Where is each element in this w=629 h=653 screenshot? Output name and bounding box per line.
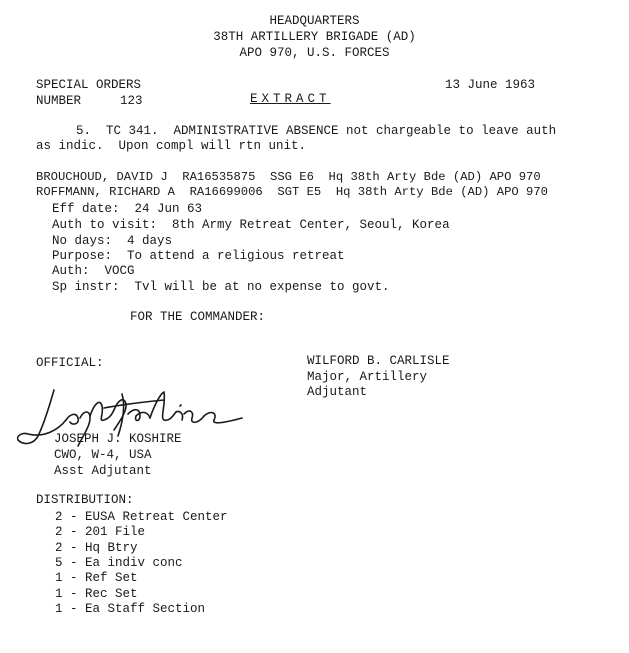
commander-rank: Major, Artillery (307, 370, 428, 384)
order-number: 123 (120, 94, 143, 108)
header-line-3: APO 970, U.S. FORCES (239, 46, 390, 60)
detail-sp-instr: Sp instr: Tvl will be at no expense to govt. (52, 280, 390, 294)
for-the-commander: FOR THE COMMANDER: (130, 310, 266, 324)
extract-heading: EXTRACT (250, 92, 331, 106)
paragraph-line-2: as indic. Upon compl will rtn unit. (36, 139, 307, 153)
detail-no-days: No days: 4 days (52, 234, 173, 248)
distribution-label: DISTRIBUTION: (36, 493, 134, 507)
commander-title: Adjutant (307, 385, 368, 399)
detail-purpose: Purpose: To attend a religious retreat (52, 249, 345, 263)
personnel-line-2: ROFFMANN, RICHARD A RA16699006 SGT E5 Hq 38th Arty Bde (AD) APO 970 (36, 185, 548, 199)
header-line-2: 38TH ARTILLERY BRIGADE (AD) (213, 30, 416, 44)
distribution-item: 2 - 201 File (55, 525, 146, 539)
official-label: OFFICIAL: (36, 356, 104, 370)
detail-eff-date: Eff date: 24 Jun 63 (52, 202, 203, 216)
special-orders-label: SPECIAL ORDERS (36, 78, 142, 92)
distribution-item: 1 - Ea Staff Section (55, 602, 206, 616)
official-rank: CWO, W-4, USA (54, 448, 152, 462)
distribution-item: 2 - Hq Btry (55, 541, 138, 555)
detail-auth: Auth: VOCG (52, 264, 135, 278)
header-line-1: HEADQUARTERS (269, 14, 360, 28)
distribution-item: 5 - Ea indiv conc (55, 556, 183, 570)
number-label: NUMBER (36, 94, 82, 108)
detail-auth-to-visit: Auth to visit: 8th Army Retreat Center, Seoul, Korea (52, 218, 450, 232)
distribution-item: 1 - Ref Set (55, 571, 138, 585)
commander-name: WILFORD B. CARLISLE (307, 354, 450, 368)
official-name: JOSEPH J. KOSHIRE (54, 432, 182, 446)
personnel-line-1: BROUCHOUD, DAVID J RA16535875 SSG E6 Hq 38th Arty Bde (AD) APO 970 (36, 170, 541, 184)
distribution-item: 1 - Rec Set (55, 587, 138, 601)
paragraph-line-1: 5. TC 341. ADMINISTRATIVE ABSENCE not chargeable to leave auth (76, 124, 557, 138)
order-date: 13 June 1963 (445, 78, 536, 92)
distribution-item: 2 - EUSA Retreat Center (55, 510, 228, 524)
official-title: Asst Adjutant (54, 464, 152, 478)
